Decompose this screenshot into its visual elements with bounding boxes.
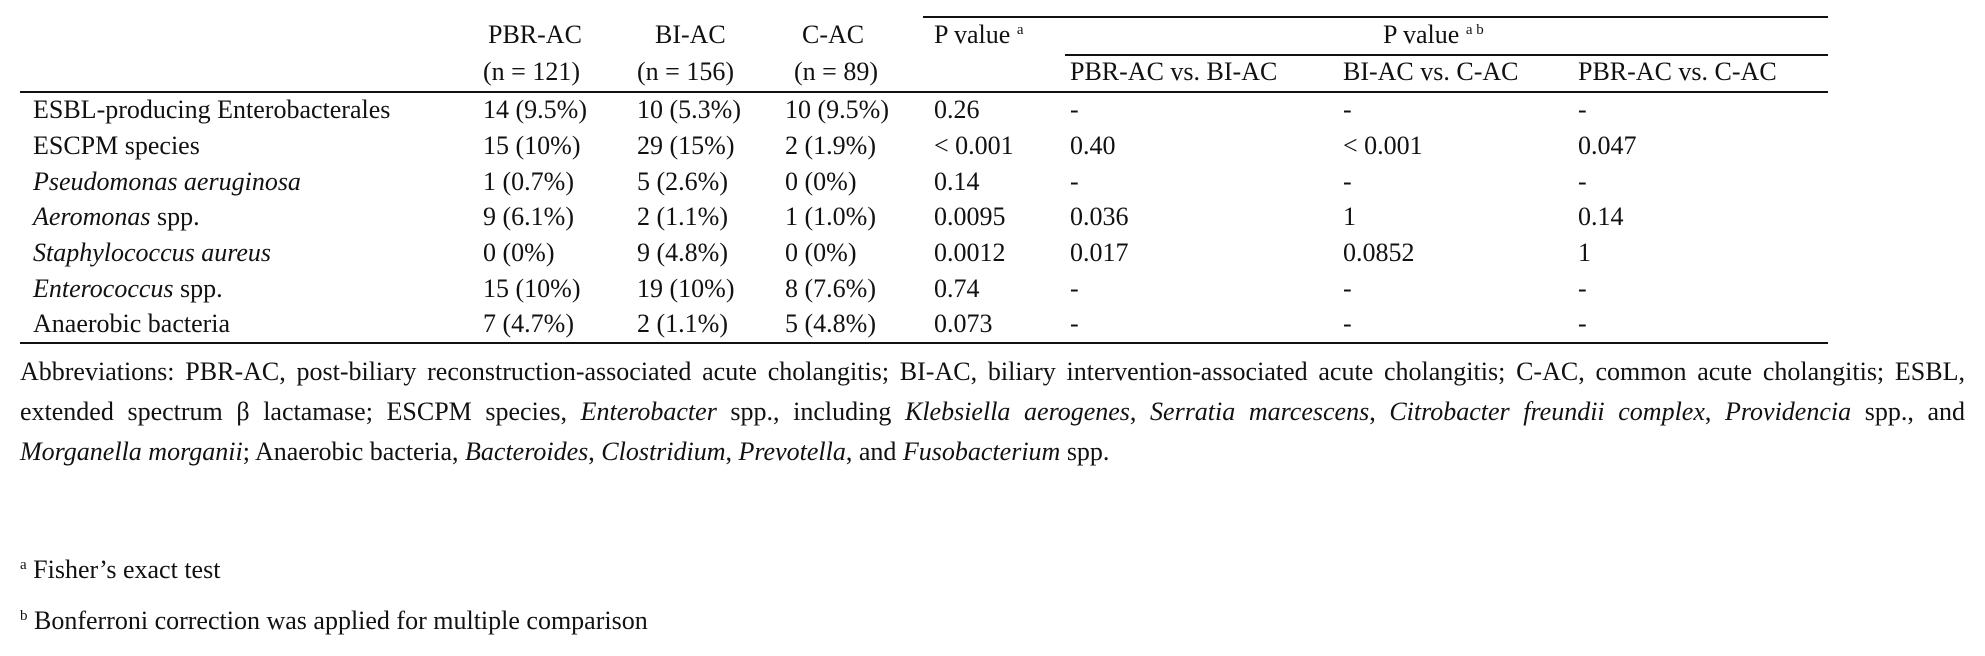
cell-p-bi-c: < 0.001 bbox=[1343, 131, 1423, 160]
cell-bi: 5 (2.6%) bbox=[637, 167, 728, 196]
cell-c: 0 (0%) bbox=[785, 167, 857, 196]
cell-p: 0.0012 bbox=[934, 238, 1006, 267]
abbreviations-footnote: Abbreviations: PBR-AC, post-biliary reconstruction-associated acute cholangitis; BI-AC, biliary intervention-associated acute cholangitis; C-AC, common acute cholangitis; ESBL, extended spectrum β lactamase; ESCPM species, Enterobacter spp., including Klebsiella aerogenes, Serratia marcescens, Citrobacter freundii complex, Providencia spp., and Morganella morganii; Anaerobic bacteria, Bacteroides, Clostridium, Prevotella, and Fusobacterium spp. bbox=[20, 357, 1965, 466]
footnote-a: $^a$ Fisher’s exact test bbox=[20, 555, 221, 584]
cell-pbr: 1 (0.7%) bbox=[483, 167, 574, 196]
cell-p-pbr-bi: 0.036 bbox=[1070, 202, 1129, 231]
cell-p-pbr-bi: - bbox=[1070, 167, 1079, 196]
cell-p: 0.26 bbox=[934, 95, 980, 124]
cell-bi: 19 (10%) bbox=[637, 274, 735, 303]
cell-bi: 2 (1.1%) bbox=[637, 202, 728, 231]
cell-p: 0.0095 bbox=[934, 202, 1006, 231]
cell-pbr: 9 (6.1%) bbox=[483, 202, 574, 231]
header-bi-ac: BI-AC bbox=[655, 20, 726, 49]
cell-pbr: 0 (0%) bbox=[483, 238, 555, 267]
cell-p-pbr-c: 1 bbox=[1578, 238, 1591, 267]
cell-pbr: 7 (4.7%) bbox=[483, 309, 574, 338]
header-p-value: P value $^a$ bbox=[934, 20, 1024, 49]
row-label: Enterococcus spp. bbox=[33, 274, 223, 303]
header-pbr-ac: PBR-AC bbox=[488, 20, 582, 49]
header-p-value-ab: P value $^{a b}$ bbox=[1383, 20, 1484, 49]
cell-p-pbr-c: - bbox=[1578, 95, 1587, 124]
cell-pbr: 15 (10%) bbox=[483, 131, 581, 160]
cell-p-pbr-c: - bbox=[1578, 274, 1587, 303]
cell-pbr: 14 (9.5%) bbox=[483, 95, 587, 124]
cell-p: < 0.001 bbox=[934, 131, 1014, 160]
cell-bi: 29 (15%) bbox=[637, 131, 735, 160]
cell-bi: 10 (5.3%) bbox=[637, 95, 741, 124]
cell-p-bi-c: 0.0852 bbox=[1343, 238, 1415, 267]
cell-bi: 9 (4.8%) bbox=[637, 238, 728, 267]
cell-p: 0.073 bbox=[934, 309, 993, 338]
cell-p-pbr-bi: - bbox=[1070, 309, 1079, 338]
cell-p-pbr-c: - bbox=[1578, 167, 1587, 196]
header-c-ac-n: (n = 89) bbox=[794, 57, 878, 86]
header-pbr-vs-c: PBR-AC vs. C-AC bbox=[1578, 57, 1777, 86]
header-pbr-ac-n: (n = 121) bbox=[483, 57, 580, 86]
cell-pbr: 15 (10%) bbox=[483, 274, 581, 303]
header-pbr-vs-bi: PBR-AC vs. BI-AC bbox=[1070, 57, 1278, 86]
cell-p-bi-c: - bbox=[1343, 167, 1352, 196]
row-label: Anaerobic bacteria bbox=[33, 309, 231, 338]
cell-c: 5 (4.8%) bbox=[785, 309, 876, 338]
cell-p-pbr-bi: 0.017 bbox=[1070, 238, 1129, 267]
header-c-ac: C-AC bbox=[802, 20, 865, 49]
cell-bi: 2 (1.1%) bbox=[637, 309, 728, 338]
cell-c: 2 (1.9%) bbox=[785, 131, 876, 160]
cell-p-bi-c: - bbox=[1343, 95, 1352, 124]
header-bi-ac-n: (n = 156) bbox=[637, 57, 734, 86]
cell-p-pbr-bi: - bbox=[1070, 274, 1079, 303]
cell-p-bi-c: 1 bbox=[1343, 202, 1356, 231]
header-bi-vs-c: BI-AC vs. C-AC bbox=[1343, 57, 1519, 86]
cell-c: 8 (7.6%) bbox=[785, 274, 876, 303]
cell-p: 0.74 bbox=[934, 274, 980, 303]
row-label: ESCPM species bbox=[33, 131, 200, 160]
row-label: ESBL-producing Enterobacterales bbox=[33, 95, 391, 124]
table-bottom-rule bbox=[20, 342, 1828, 344]
cell-p-bi-c: - bbox=[1343, 274, 1352, 303]
cell-p-pbr-c: 0.14 bbox=[1578, 202, 1624, 231]
cell-p-pbr-c: - bbox=[1578, 309, 1587, 338]
cell-c: 10 (9.5%) bbox=[785, 95, 889, 124]
cell-p-bi-c: - bbox=[1343, 309, 1352, 338]
row-label: Staphylococcus aureus bbox=[33, 238, 272, 267]
row-label: Aeromonas spp. bbox=[33, 202, 200, 231]
cell-p-pbr-bi: - bbox=[1070, 95, 1079, 124]
footnote-b: $^b$ Bonferroni correction was applied for multiple comparison bbox=[20, 606, 648, 635]
cell-p: 0.14 bbox=[934, 167, 980, 196]
cell-c: 1 (1.0%) bbox=[785, 202, 876, 231]
cell-p-pbr-c: 0.047 bbox=[1578, 131, 1637, 160]
cell-p-pbr-bi: 0.40 bbox=[1070, 131, 1116, 160]
row-label: Pseudomonas aeruginosa bbox=[33, 167, 301, 196]
cell-c: 0 (0%) bbox=[785, 238, 857, 267]
header-top-rule bbox=[923, 16, 1828, 18]
